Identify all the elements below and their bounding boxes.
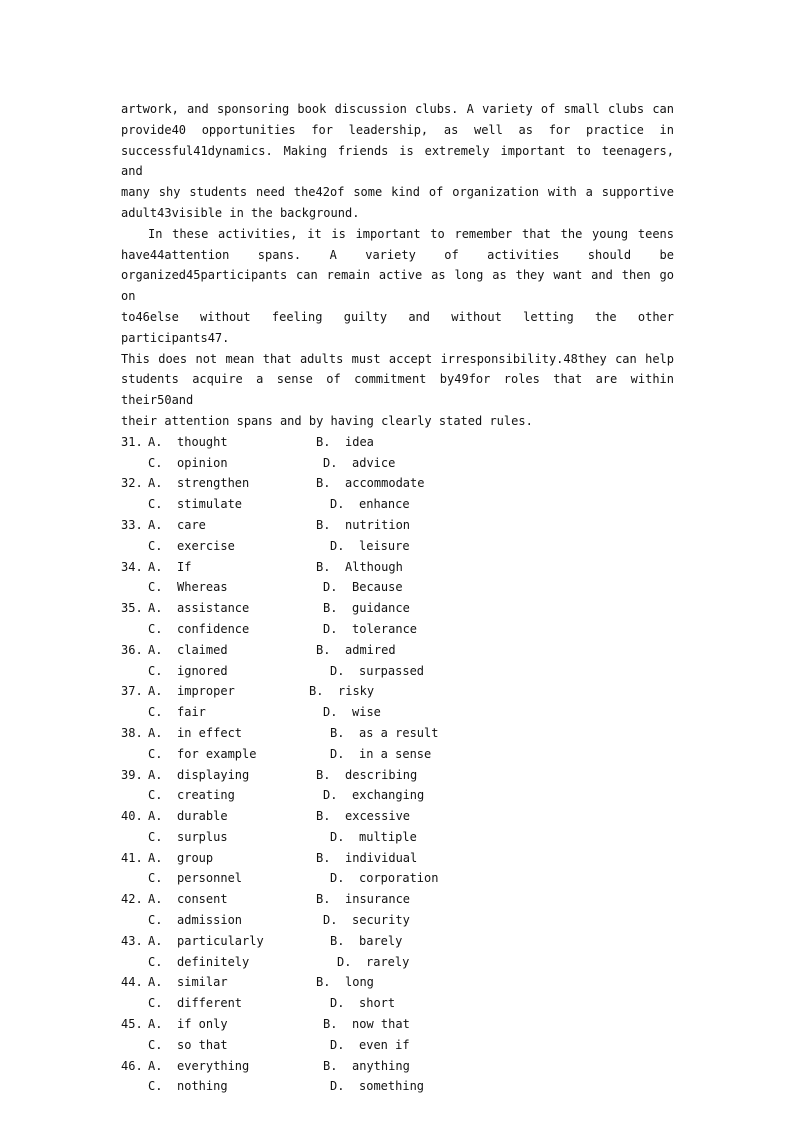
option-c[interactable]: stimulate: [177, 497, 243, 512]
question-row-ab: [121, 598, 674, 619]
option-d[interactable]: Because: [352, 580, 403, 595]
question-number: 37.: [121, 684, 143, 699]
option-c[interactable]: for example: [177, 746, 257, 761]
question-row-ab: [121, 1014, 674, 1035]
option-label-b: B.: [323, 601, 338, 616]
option-label-b: B.: [316, 476, 331, 491]
option-label-c: C.: [148, 1037, 163, 1052]
question-row-ab: [121, 765, 674, 786]
option-c[interactable]: personnel: [177, 871, 243, 886]
question-row-cd: [121, 1035, 674, 1056]
question-number: 43.: [121, 933, 143, 948]
option-d[interactable]: short: [359, 996, 396, 1011]
question-number: 34.: [121, 559, 143, 574]
option-b[interactable]: risky: [338, 684, 375, 699]
option-label-b: B.: [316, 809, 331, 824]
option-label-d: D.: [330, 829, 345, 844]
option-c[interactable]: opinion: [177, 455, 228, 470]
question-number: 33.: [121, 517, 143, 532]
passage-line: have44attention spans. A variety of activities should be: [121, 247, 674, 262]
passage-line: their attention spans and by having clearly stated rules.: [121, 413, 533, 428]
passage-line: artwork, and sponsoring book discussion clubs. A variety of small clubs can: [121, 102, 674, 116]
document-page: [121, 99, 674, 1097]
option-a[interactable]: similar: [177, 975, 228, 990]
option-label-c: C.: [148, 954, 163, 969]
option-label-b: B.: [316, 642, 331, 657]
option-b[interactable]: idea: [345, 434, 374, 449]
question-number: 45.: [121, 1017, 143, 1032]
option-c[interactable]: definitely: [177, 954, 250, 969]
option-label-c: C.: [148, 538, 163, 553]
passage-line: adult43visible in the background.: [121, 205, 360, 220]
option-label-c: C.: [148, 497, 163, 512]
option-label-b: B.: [323, 1017, 338, 1032]
passage-paragraph-1: [121, 99, 674, 224]
option-label-a: A.: [148, 642, 163, 657]
option-label-d: D.: [323, 788, 338, 803]
option-d[interactable]: surpassed: [359, 663, 425, 678]
option-label-a: A.: [148, 601, 163, 616]
option-b[interactable]: guidance: [352, 601, 410, 616]
question-row-cd: [121, 827, 674, 848]
option-label-a: A.: [148, 892, 163, 907]
option-label-c: C.: [148, 705, 163, 720]
option-label-b: B.: [316, 434, 331, 449]
option-c[interactable]: so that: [177, 1037, 228, 1052]
question-row-cd: [121, 952, 674, 973]
passage-line: provide40 opportunities for leadership, as well as for practice in: [121, 122, 674, 137]
option-b[interactable]: as a result: [359, 725, 439, 740]
option-c[interactable]: admission: [177, 913, 243, 928]
option-label-a: A.: [148, 767, 163, 782]
option-b[interactable]: now that: [352, 1017, 410, 1032]
option-label-d: D.: [323, 705, 338, 720]
question-row-cd: [121, 910, 674, 931]
option-label-b: B.: [330, 933, 345, 948]
option-b[interactable]: admired: [345, 642, 396, 657]
option-label-c: C.: [148, 746, 163, 761]
option-label-a: A.: [148, 933, 163, 948]
option-label-a: A.: [148, 434, 163, 449]
option-label-a: A.: [148, 850, 163, 865]
passage-line: to46else without feeling guilty and without letting the other participants47.: [121, 309, 674, 345]
option-c[interactable]: nothing: [177, 1079, 228, 1094]
option-label-d: D.: [330, 996, 345, 1011]
option-c[interactable]: creating: [177, 788, 235, 803]
option-label-a: A.: [148, 809, 163, 824]
option-d[interactable]: in a sense: [359, 746, 432, 761]
question-row-cd: [121, 993, 674, 1014]
option-a[interactable]: particularly: [177, 933, 264, 948]
question-row-ab: [121, 848, 674, 869]
option-d[interactable]: enhance: [359, 497, 410, 512]
option-label-d: D.: [330, 746, 345, 761]
option-label-b: B.: [316, 850, 331, 865]
option-label-a: A.: [148, 517, 163, 532]
option-b[interactable]: barely: [359, 933, 403, 948]
option-label-a: A.: [148, 1058, 163, 1073]
option-label-a: A.: [148, 975, 163, 990]
option-label-d: D.: [337, 954, 352, 969]
option-label-c: C.: [148, 621, 163, 636]
question-row-cd: [121, 453, 674, 474]
question-number: 35.: [121, 601, 143, 616]
option-d[interactable]: something: [359, 1079, 425, 1094]
question-row-ab: [121, 889, 674, 910]
question-row-cd: [121, 536, 674, 557]
option-c[interactable]: confidence: [177, 621, 250, 636]
option-a[interactable]: care: [177, 517, 206, 532]
question-number: 32.: [121, 476, 143, 491]
option-a[interactable]: consent: [177, 892, 228, 907]
option-label-c: C.: [148, 788, 163, 803]
option-label-a: A.: [148, 684, 163, 699]
question-row-ab: [121, 806, 674, 827]
option-a[interactable]: thought: [177, 434, 228, 449]
option-label-d: D.: [323, 621, 338, 636]
question-number: 44.: [121, 975, 143, 990]
option-a[interactable]: assistance: [177, 601, 250, 616]
option-label-b: B.: [316, 517, 331, 532]
question-row-cd: [121, 785, 674, 806]
option-label-d: D.: [323, 580, 338, 595]
option-b[interactable]: excessive: [345, 809, 411, 824]
question-number: 42.: [121, 892, 143, 907]
option-label-b: B.: [309, 684, 324, 699]
option-a[interactable]: durable: [177, 809, 228, 824]
question-row-cd: [121, 619, 674, 640]
option-d[interactable]: multiple: [359, 829, 417, 844]
option-b[interactable]: accommodate: [345, 476, 425, 491]
passage-line: organized45participants can remain active as long as they want and then go on: [121, 268, 674, 304]
option-d[interactable]: exchanging: [352, 788, 425, 803]
question-row-ab: [121, 557, 674, 578]
option-label-b: B.: [316, 559, 331, 574]
option-label-c: C.: [148, 455, 163, 470]
option-d[interactable]: corporation: [359, 871, 439, 886]
option-d[interactable]: advice: [352, 455, 396, 470]
question-row-ab: [121, 515, 674, 536]
option-label-b: B.: [323, 1058, 338, 1073]
option-label-c: C.: [148, 580, 163, 595]
option-d[interactable]: tolerance: [352, 621, 418, 636]
option-label-c: C.: [148, 829, 163, 844]
question-number: 31.: [121, 434, 143, 449]
question-number: 41.: [121, 850, 143, 865]
option-a[interactable]: everything: [177, 1058, 250, 1073]
option-label-a: A.: [148, 725, 163, 740]
passage-line: students acquire a sense of commitment by49for roles that are within their50and: [121, 372, 674, 408]
option-a[interactable]: if only: [177, 1017, 228, 1032]
option-a[interactable]: claimed: [177, 642, 228, 657]
question-row-cd: [121, 744, 674, 765]
option-c[interactable]: exercise: [177, 538, 235, 553]
passage-paragraph-2: [121, 224, 674, 432]
option-label-d: D.: [330, 538, 345, 553]
question-row-cd: [121, 494, 674, 515]
option-label-b: B.: [316, 892, 331, 907]
question-row-cd: [121, 661, 674, 682]
option-label-c: C.: [148, 996, 163, 1011]
option-b[interactable]: insurance: [345, 892, 411, 907]
option-label-b: B.: [330, 725, 345, 740]
option-label-a: A.: [148, 1017, 163, 1032]
question-row-ab: [121, 681, 674, 702]
option-label-b: B.: [316, 767, 331, 782]
question-row-ab: [121, 723, 674, 744]
option-c[interactable]: ignored: [177, 663, 228, 678]
option-label-c: C.: [148, 871, 163, 886]
question-number: 39.: [121, 767, 143, 782]
option-b[interactable]: describing: [345, 767, 418, 782]
question-number: 38.: [121, 725, 143, 740]
question-row-ab: [121, 972, 674, 993]
passage-line: This does not mean that adults must accept irresponsibility.48they can help: [121, 351, 674, 366]
option-a[interactable]: strengthen: [177, 476, 250, 491]
option-c[interactable]: surplus: [177, 829, 228, 844]
option-a[interactable]: displaying: [177, 767, 250, 782]
option-label-a: A.: [148, 476, 163, 491]
option-d[interactable]: rarely: [366, 954, 410, 969]
question-number: 46.: [121, 1058, 143, 1073]
option-d[interactable]: security: [352, 913, 410, 928]
option-c[interactable]: different: [177, 996, 243, 1011]
option-b[interactable]: long: [345, 975, 374, 990]
option-d[interactable]: wise: [352, 705, 381, 720]
option-a[interactable]: If: [177, 559, 192, 574]
question-row-cd: [121, 577, 674, 598]
question-row-cd: [121, 1076, 674, 1097]
question-row-ab: [121, 1056, 674, 1077]
question-options-list: [121, 432, 674, 1098]
question-row-cd: [121, 702, 674, 723]
option-label-d: D.: [330, 663, 345, 678]
option-b[interactable]: nutrition: [345, 517, 411, 532]
passage-line: many shy students need the42of some kind of organization with a supportive: [121, 185, 674, 200]
option-b[interactable]: Although: [345, 559, 403, 574]
option-d[interactable]: leisure: [359, 538, 410, 553]
question-row-ab: [121, 432, 674, 453]
option-label-d: D.: [330, 1079, 345, 1094]
option-label-c: C.: [148, 913, 163, 928]
option-a[interactable]: in effect: [177, 725, 243, 740]
option-label-c: C.: [148, 1079, 163, 1094]
option-label-d: D.: [323, 913, 338, 928]
option-label-a: A.: [148, 559, 163, 574]
option-b[interactable]: anything: [352, 1058, 410, 1073]
passage-line: successful41dynamics. Making friends is extremely important to teenagers, and: [121, 143, 674, 179]
option-label-c: C.: [148, 663, 163, 678]
option-c[interactable]: fair: [177, 705, 206, 720]
option-a[interactable]: group: [177, 850, 214, 865]
question-number: 36.: [121, 642, 143, 657]
question-number: 40.: [121, 809, 143, 824]
question-row-ab: [121, 473, 674, 494]
option-label-d: D.: [330, 871, 345, 886]
option-label-b: B.: [316, 975, 331, 990]
passage-line: In these activities, it is important to remember that the young teens: [148, 226, 674, 241]
option-a[interactable]: improper: [177, 684, 235, 699]
question-row-ab: [121, 640, 674, 661]
question-row-cd: [121, 868, 674, 889]
option-label-d: D.: [330, 1037, 345, 1052]
option-d[interactable]: even if: [359, 1037, 410, 1052]
option-label-d: D.: [330, 497, 345, 512]
question-row-ab: [121, 931, 674, 952]
option-c[interactable]: Whereas: [177, 580, 228, 595]
option-label-d: D.: [323, 455, 338, 470]
option-b[interactable]: individual: [345, 850, 418, 865]
